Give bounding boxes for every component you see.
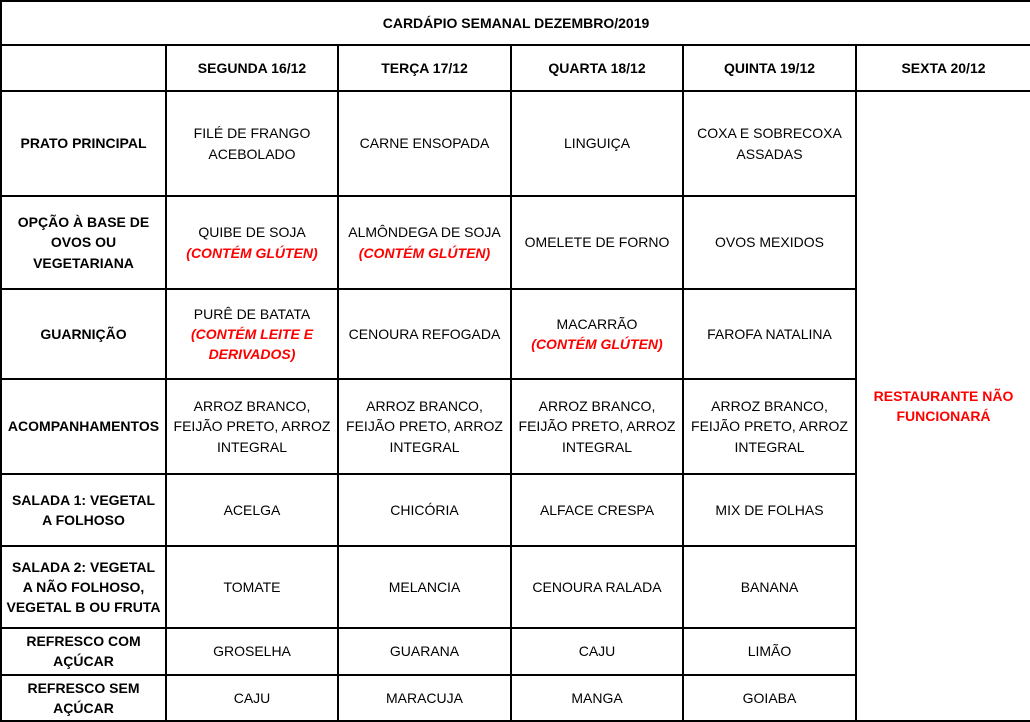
menu-item: MACARRÃO [556,315,638,332]
row-label-prato-principal: PRATO PRINCIPAL [1,91,166,196]
row-label-acompanhamentos: ACOMPANHAMENTOS [1,379,166,474]
menu-item: FILÉ DE FRANGO ACEBOLADO [193,125,311,162]
menu-item: ARROZ BRANCO, FEIJÃO PRETO, ARROZ INTEGRAL [346,398,503,455]
menu-item: CAJU [233,689,271,706]
menu-item: ARROZ BRANCO, FEIJÃO PRETO, ARROZ INTEGRAL [173,398,331,455]
table-row [1,91,1030,196]
row-label-opcao-vegetariana: OPÇÃO À BASE DE OVOS OU VEGETARIANA [1,196,166,289]
menu-item: CENOURA RALADA [532,578,662,595]
menu-item: BANANA [740,578,799,595]
row-label-refresco-com-acucar: REFRESCO COM AÇÚCAR [1,628,166,675]
menu-item: TOMATE [223,578,281,595]
menu-item: MANGA [571,689,623,706]
menu-item: GROSELHA [213,643,291,660]
menu-cell [338,628,511,675]
menu-cell [338,474,511,546]
friday-closed-notice: RESTAURANTE NÃO FUNCIONARÁ [856,91,1030,721]
menu-item: COXA E SOBRECOXA ASSADAS [697,125,842,162]
menu-cell [338,91,511,196]
menu-cell [166,91,338,196]
menu-cell [166,474,338,546]
menu-cell [683,474,856,546]
menu-item: CHICÓRIA [390,501,459,518]
menu-cell [166,628,338,675]
menu-cell [683,675,856,722]
menu-item: CARNE ENSOPADA [359,135,490,152]
row-label-guarnicao: GUARNIÇÃO [1,289,166,379]
menu-item: ALMÔNDEGA DE SOJA [348,224,501,241]
menu-cell [166,289,338,379]
menu-cell [683,91,856,196]
menu-item: ARROZ BRANCO, FEIJÃO PRETO, ARROZ INTEGRAL [518,398,676,455]
column-header-monday: SEGUNDA 16/12 [166,45,338,91]
menu-item: FAROFA NATALINA [707,325,832,342]
menu-cell [683,628,856,675]
menu-item: ACELGA [223,501,281,518]
column-header-tuesday: TERÇA 17/12 [338,45,511,91]
menu-item: GOIABA [742,689,797,706]
menu-cell [511,196,683,289]
menu-cell [166,379,338,474]
menu-cell [511,628,683,675]
menu-cell [511,379,683,474]
menu-item: QUIBE DE SOJA [198,224,306,241]
corner-header-cell [1,45,166,91]
allergen-warning: (CONTÉM GLÚTEN) [186,244,318,261]
column-header-wednesday: QUARTA 18/12 [511,45,683,91]
menu-item: OMELETE DE FORNO [524,234,670,251]
menu-cell [166,675,338,722]
row-label-salada-1: SALADA 1: VEGETAL A FOLHOSO [1,474,166,546]
menu-item: OVOS MEXIDOS [715,234,824,251]
menu-cell [683,546,856,628]
row-label-salada-2: SALADA 2: VEGETAL A NÃO FOLHOSO, VEGETAL B OU FRUTA [1,546,166,628]
menu-cell [683,196,856,289]
menu-cell [338,675,511,722]
allergen-warning: (CONTÉM GLÚTEN) [358,244,491,261]
menu-item: ALFACE CRESPA [539,501,655,518]
menu-cell [511,289,683,379]
menu-item: MELANCIA [388,578,461,595]
page-title: CARDÁPIO SEMANAL DEZEMBRO/2019 [1,1,1030,45]
menu-cell [338,196,511,289]
menu-cell [338,379,511,474]
allergen-warning: (CONTÉM GLÚTEN) [531,336,663,352]
menu-cell [683,379,856,474]
column-header-thursday: QUINTA 19/12 [683,45,856,91]
menu-cell [511,675,683,722]
menu-cell [166,546,338,628]
menu-cell [166,196,338,289]
menu-cell [683,289,856,379]
menu-item: MARACUJA [385,689,463,706]
menu-item: LINGUIÇA [563,135,631,152]
column-header-friday: SEXTA 20/12 [856,45,1030,91]
menu-item: LIMÃO [747,643,792,660]
allergen-warning: (CONTÉM LEITE E DERIVADOS) [190,325,314,363]
menu-cell [511,474,683,546]
menu-item: CENOURA REFOGADA [348,325,501,342]
menu-cell [511,91,683,196]
menu-item: ARROZ BRANCO, FEIJÃO PRETO, ARROZ INTEGRAL [691,398,848,455]
menu-cell [338,546,511,628]
menu-item: GUARANA [389,643,460,660]
menu-cell [338,289,511,379]
menu-item: PURÊ DE BATATA [193,305,311,322]
row-label-refresco-sem-acucar: REFRESCO SEM AÇÚCAR [1,675,166,722]
menu-item: MIX DE FOLHAS [715,501,824,518]
menu-cell [511,546,683,628]
menu-item: CAJU [578,643,616,660]
